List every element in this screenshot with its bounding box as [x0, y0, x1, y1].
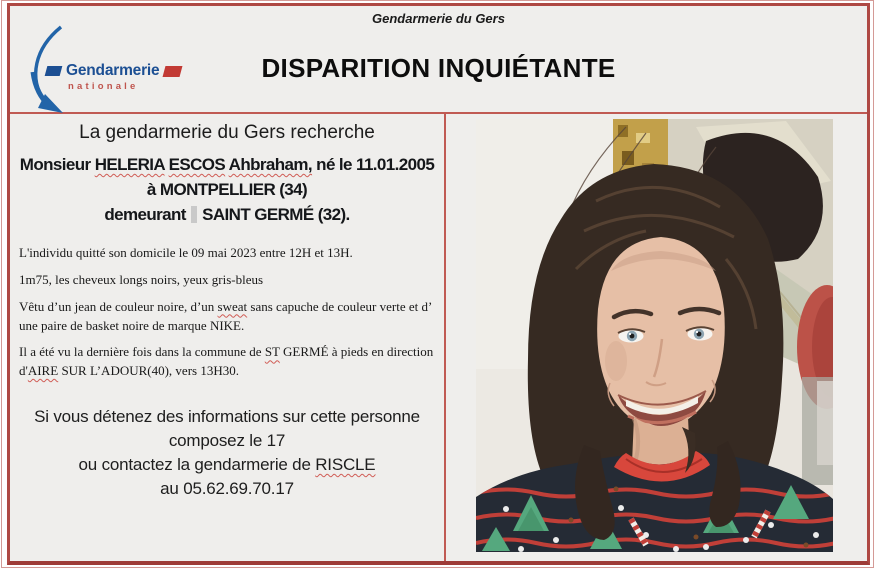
identity-line-2: à MONTPELLIER (34) [146, 180, 308, 199]
identity-block [10, 152, 444, 227]
description-paragraph-3: Vêtu d’un jean de couleur noire, d’un sweat sans capuche de couleur verte et d’ une paire de basket noire de marque NIKE. [19, 298, 432, 333]
poster-header [10, 6, 867, 114]
description-block [19, 244, 435, 381]
appeal-line-4: au 05.62.69.70.17 [160, 479, 294, 499]
description-paragraph-2: 1m75, les cheveux longs noirs, yeux gris-bleus [19, 271, 264, 287]
appeal-line-3: ou contactez la gendarmerie de RISCLE [78, 455, 376, 475]
appeal-line-2: composez le 17 [168, 431, 286, 451]
logo-word-gendarmerie: Gendarmerie [66, 62, 160, 79]
poster-title: DISPARITION INQUIÉTANTE [261, 53, 616, 83]
logo-wordmark [46, 62, 181, 80]
identity-line-1: Monsieur HELERIA ESCOS Ahbraham, né le 11.01.2005 [19, 155, 435, 174]
photo-panel [446, 114, 867, 561]
poster-body [10, 114, 867, 561]
description-paragraph-1: L'individu quitté son domicile le 09 mai 2023 entre 12H et 13H. [19, 245, 353, 260]
description-paragraph-4: Il a été vu la dernière fois dans la commune de ST GERMÉ à pieds en direction d'AIRE SUR L’ADOUR(40), vers 13H30. [19, 344, 434, 379]
missing-person-photo [476, 119, 833, 552]
appeal-line-1: Si vous détenez des informations sur cette personne [34, 407, 420, 427]
appeal-block [10, 405, 444, 501]
intro-line: La gendarmerie du Gers recherche [79, 122, 375, 143]
logo-word-nationale: nationale [68, 81, 139, 92]
poster-frame [7, 3, 870, 565]
gendarmerie-logo [18, 24, 168, 116]
text-column [10, 114, 446, 561]
org-name-small: Gendarmerie du Gers [372, 11, 505, 26]
logo-blue-parallelogram [45, 66, 63, 76]
cheek-shadow [605, 341, 627, 381]
logo-red-parallelogram [163, 66, 183, 77]
identity-line-3: demeurant SAINT GERMÉ (32). [104, 205, 350, 224]
